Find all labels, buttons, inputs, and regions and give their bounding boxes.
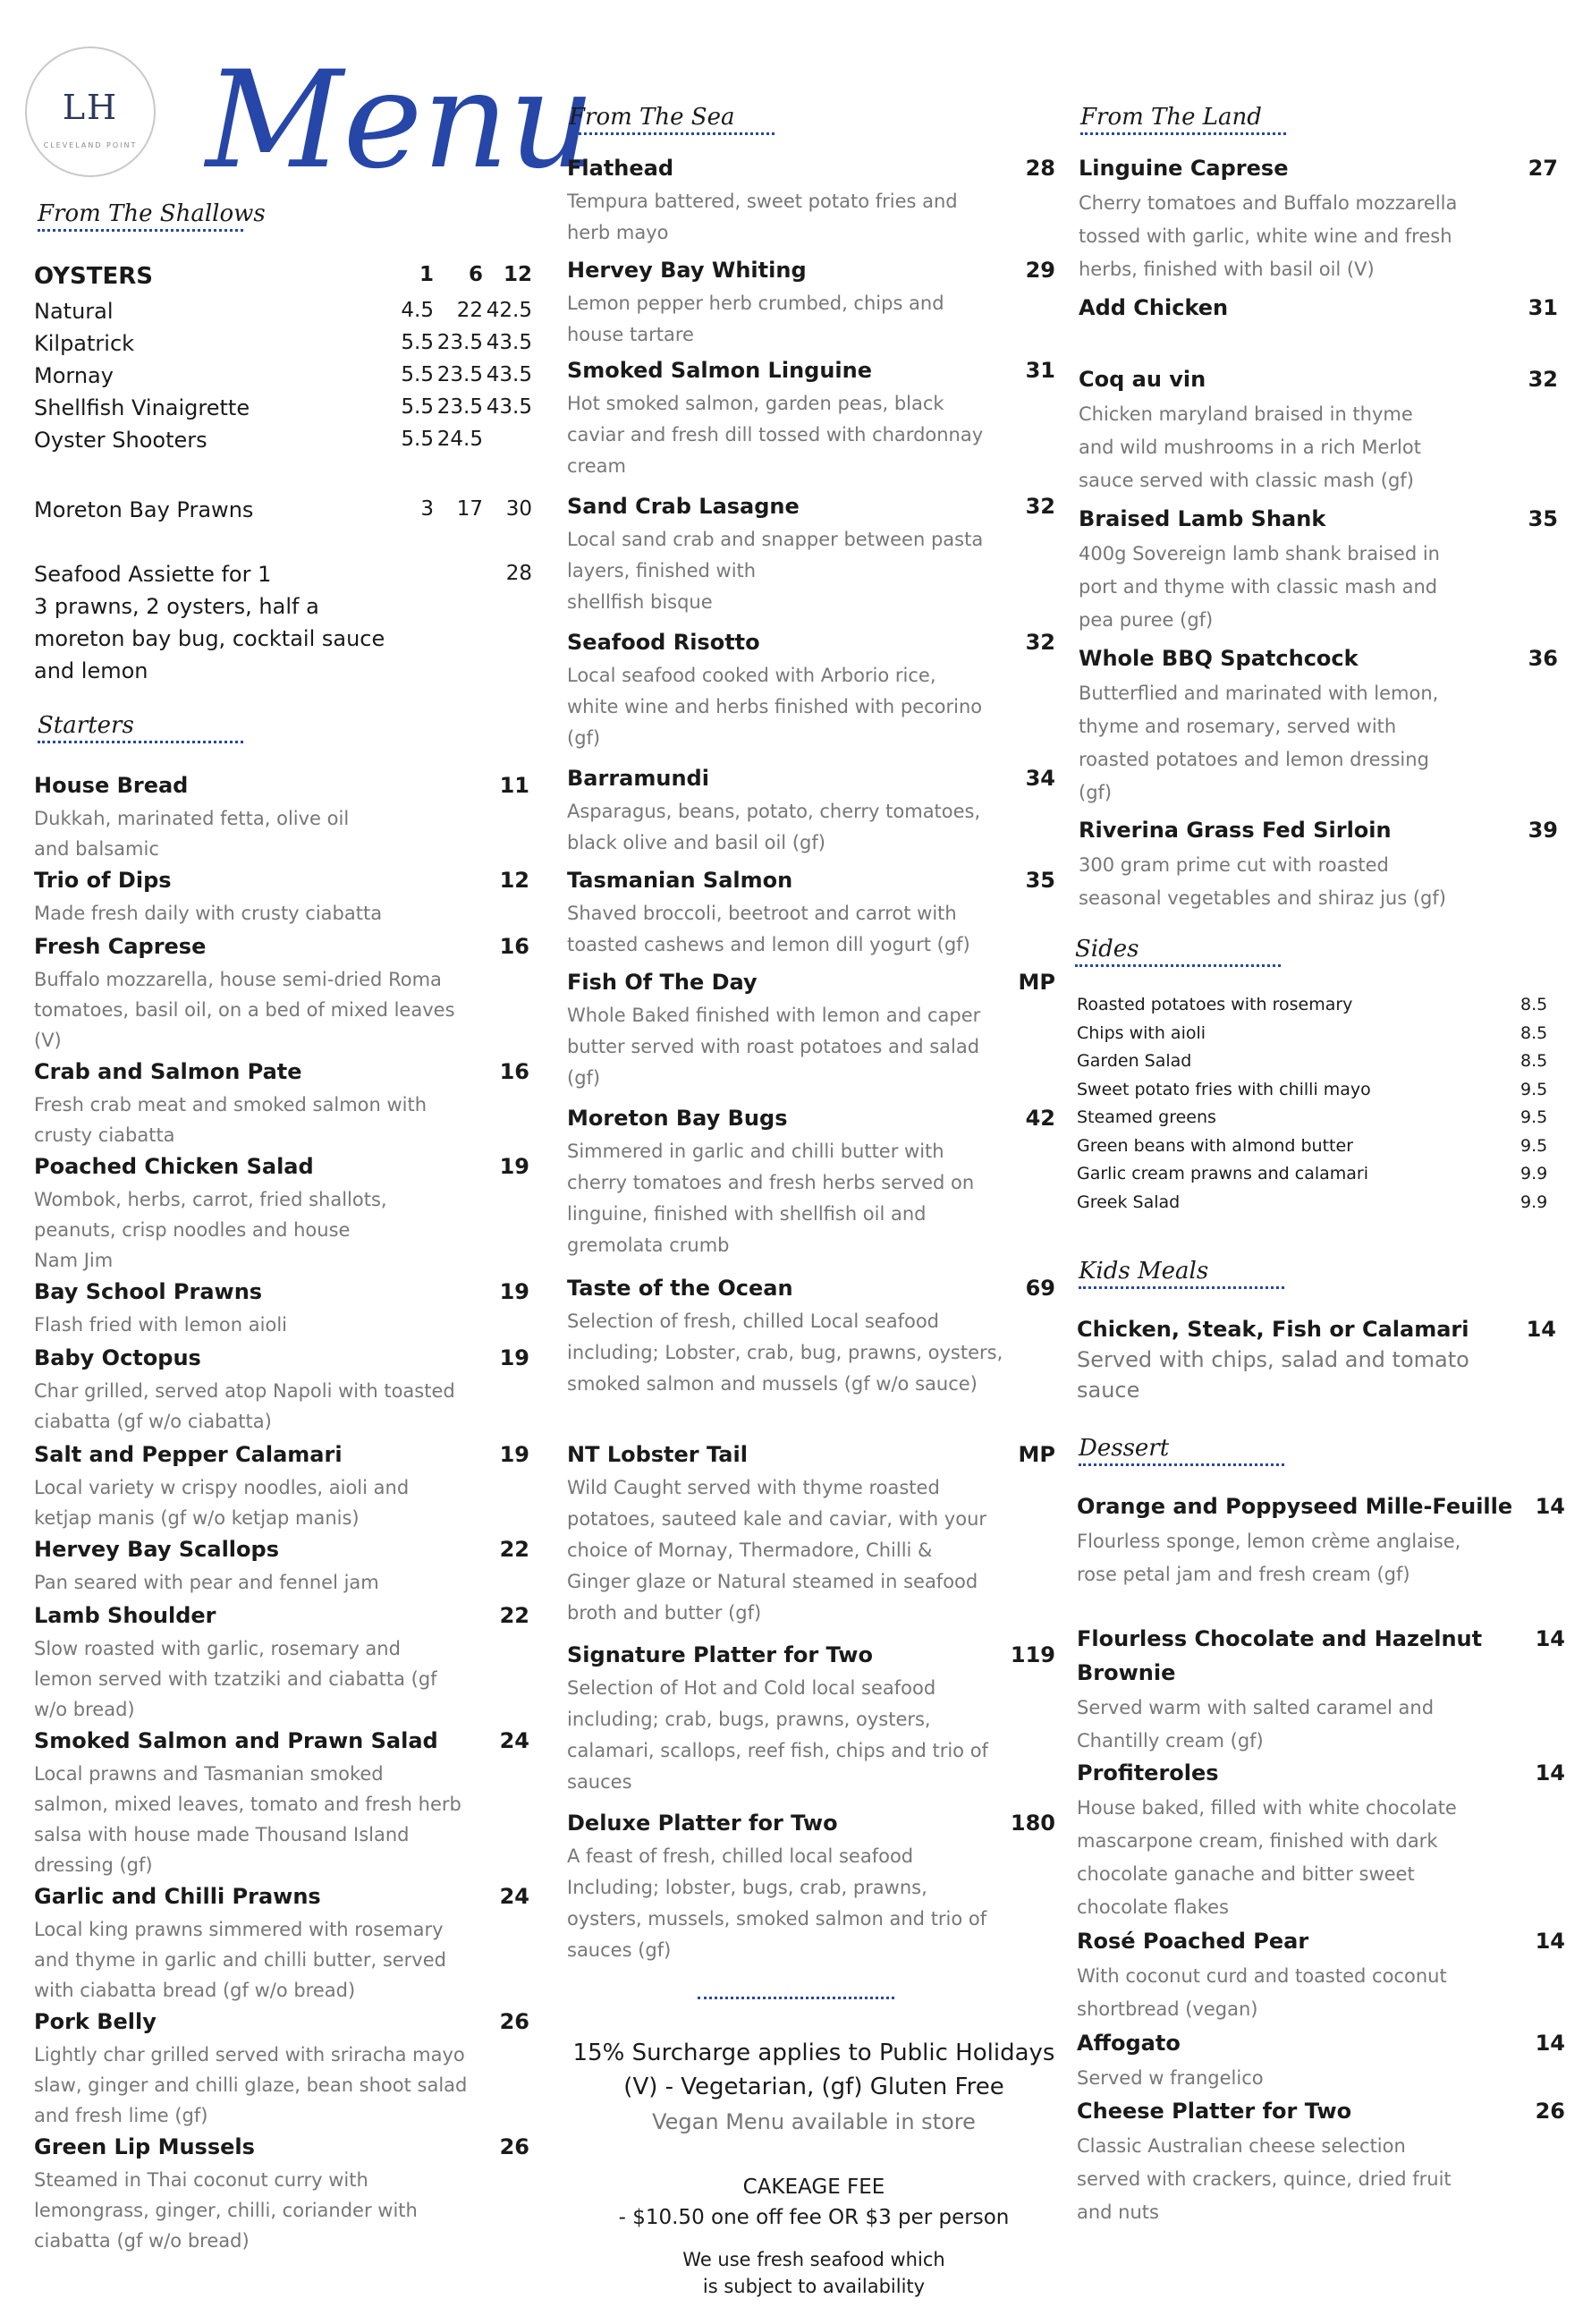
logo-monogram: LH [62, 88, 119, 127]
section-title-dessert: Dessert [1079, 1435, 1284, 1466]
menu-item-desc: Local seafood cooked with Arborio rice, [567, 665, 936, 686]
menu-item-name: Poached Chicken Salad [34, 1154, 314, 1179]
oyster-name: Natural [34, 299, 114, 324]
menu-item-price: 42 [1025, 1106, 1055, 1131]
menu-item-desc: including; Lobster, crab, bug, prawns, oysters, [567, 1342, 1003, 1363]
menu-item-desc: Classic Australian cheese selection [1077, 2135, 1406, 2157]
menu-item-desc: chocolate ganache and bitter sweet [1077, 1863, 1415, 1885]
menu-item-desc: sauces [567, 1771, 632, 1793]
side-item-name: Garden Salad [1077, 1051, 1192, 1071]
menu-item-price: 32 [1528, 367, 1558, 392]
menu-item-name: Crab and Salmon Pate [34, 1059, 302, 1084]
menu-item-name: Whole BBQ Spatchcock [1079, 646, 1359, 671]
footer-divider [698, 1997, 894, 1999]
oyster-price-12: 43.5 [486, 331, 532, 354]
menu-item-price: 14 [1535, 1626, 1565, 1651]
oyster-name: Kilpatrick [34, 331, 135, 356]
menu-item-name: Lamb Shoulder [34, 1603, 216, 1628]
menu-item-name: Pork Belly [34, 2009, 157, 2034]
menu-item-price: 31 [1528, 295, 1558, 320]
menu-item-name: Flathead [567, 156, 674, 181]
menu-item-name: Green Lip Mussels [34, 2134, 255, 2159]
kids-meal-name: Chicken, Steak, Fish or Calamari [1077, 1317, 1469, 1342]
menu-item-name: Smoked Salmon Linguine [567, 358, 873, 383]
menu-item-desc: and wild mushrooms in a rich Merlot [1079, 437, 1421, 458]
menu-item-desc: Pan seared with pear and fennel jam [34, 1572, 379, 1593]
oyster-price-12: 42.5 [486, 299, 532, 322]
side-item-price: 8.5 [1520, 1022, 1548, 1043]
menu-item-name: Garlic and Chilli Prawns [34, 1884, 321, 1909]
menu-item-name: Linguine Caprese [1079, 156, 1289, 181]
menu-item-name: Sand Crab Lasagne [567, 494, 800, 519]
menu-item-name: Deluxe Platter for Two [567, 1811, 838, 1836]
oyster-name: Mornay [34, 363, 114, 388]
menu-item-desc: caviar and fresh dill tossed with chardonnay [567, 424, 984, 445]
menu-item-desc: salmon, mixed leaves, tomato and fresh herb [34, 1794, 461, 1815]
menu-item-desc: With coconut curd and toasted coconut [1077, 1965, 1447, 1987]
section-title-starters: Starters [38, 712, 243, 743]
menu-item-desc: sauces (gf) [567, 1939, 672, 1961]
menu-item-desc: (gf) [567, 1067, 601, 1089]
menu-item-desc: pea puree (gf) [1079, 609, 1214, 631]
menu-item-desc: Flash fried with lemon aioli [34, 1314, 287, 1336]
menu-item-desc: Chicken maryland braised in thyme [1079, 403, 1413, 425]
menu-item-name: Moreton Bay Bugs [567, 1106, 788, 1131]
menu-item-desc: layers, finished with [567, 560, 757, 581]
menu-item-name: Rosé Poached Pear [1077, 1929, 1309, 1954]
oyster-price-1: 5.5 [401, 428, 434, 451]
menu-item-desc: Buffalo mozzarella, house semi-dried Roma [34, 969, 442, 990]
menu-item-desc: Simmered in garlic and chilli butter with [567, 1141, 944, 1162]
menu-item-desc: slaw, ginger and chilli glaze, bean shoot salad [34, 2074, 468, 2096]
menu-item-desc: shellfish bisque [567, 591, 713, 613]
menu-item-name: Affogato [1077, 2031, 1181, 2056]
menu-item-desc: Asparagus, beans, potato, cherry tomatoes, [567, 801, 981, 822]
menu-item-desc: with ciabatta bread (gf w/o bread) [34, 1980, 356, 2001]
menu-item-desc: choice of Mornay, Thermadore, Chilli & [567, 1539, 933, 1561]
menu-item-desc: Butterflied and marinated with lemon, [1079, 683, 1439, 704]
menu-item-price: 32 [1025, 630, 1055, 655]
side-item-price: 8.5 [1520, 1051, 1548, 1071]
menu-item-price: 26 [499, 2009, 529, 2034]
side-item-price: 9.9 [1520, 1164, 1548, 1183]
diet-legend: (V) - Vegetarian, (gf) Gluten Free [623, 2074, 1004, 2100]
menu-item-desc: oysters, mussels, smoked salmon and trio of [567, 1908, 987, 1930]
assiette-desc-3: and lemon [34, 658, 148, 683]
section-title-sides: Sides [1075, 936, 1281, 967]
kids-meal-desc-2: sauce [1077, 1378, 1140, 1403]
oyster-price-6: 22 [456, 299, 483, 322]
menu-item-price: 14 [1535, 1760, 1565, 1785]
menu-item-desc: lemongrass, ginger, chilli, coriander with [34, 2200, 418, 2221]
side-item-price: 9.5 [1520, 1079, 1548, 1099]
menu-item-desc: Shaved broccoli, beetroot and carrot with [567, 903, 957, 924]
menu-item-desc: peanuts, crisp noodles and house [34, 1219, 351, 1241]
menu-item-desc: and balsamic [34, 838, 159, 860]
oyster-price-1: 5.5 [401, 363, 434, 386]
menu-item-desc: herb mayo [567, 222, 669, 243]
menu-item-name: Smoked Salmon and Prawn Salad [34, 1728, 438, 1753]
menu-item-desc: Nam Jim [34, 1250, 114, 1271]
menu-item-desc: shortbread (vegan) [1077, 1998, 1258, 2020]
menu-item-desc: and fresh lime (gf) [34, 2105, 208, 2126]
menu-item-desc: Wild Caught served with thyme roasted [567, 1477, 940, 1498]
menu-item-desc: potatoes, sauteed kale and caviar, with your [567, 1508, 987, 1530]
menu-item-price: 19 [499, 1154, 529, 1179]
menu-item-desc: Whole Baked finished with lemon and caper [567, 1005, 981, 1026]
kids-meal-desc-1: Served with chips, salad and tomato [1077, 1347, 1469, 1372]
side-item-name: Chips with aioli [1077, 1022, 1206, 1043]
menu-item-price: 39 [1528, 818, 1558, 843]
menu-item-desc: A feast of fresh, chilled local seafood [567, 1845, 914, 1867]
side-item-price: 9.5 [1520, 1135, 1548, 1156]
menu-item-desc: seasonal vegetables and shiraz jus (gf) [1079, 887, 1446, 909]
oyster-price-12: 43.5 [486, 395, 532, 419]
menu-item-price: 32 [1025, 494, 1055, 519]
menu-item-desc: Ginger glaze or Natural steamed in seafood [567, 1571, 978, 1592]
menu-item-desc: dressing (gf) [34, 1854, 153, 1876]
menu-item-desc: Including; lobster, bugs, crab, prawns, [567, 1877, 927, 1898]
cakeage-title: CAKEAGE FEE [742, 2176, 885, 2199]
menu-item-price: 35 [1025, 868, 1055, 893]
menu-item-desc: black olive and basil oil (gf) [567, 832, 825, 853]
menu-item-desc: roasted potatoes and lemon dressing [1079, 749, 1429, 770]
menu-item-desc: Lemon pepper herb crumbed, chips and [567, 293, 944, 314]
menu-item-desc: Fresh crab meat and smoked salmon with [34, 1094, 427, 1115]
menu-item-desc: ciabatta (gf w/o bread) [34, 2230, 250, 2252]
menu-item-desc: thyme and rosemary, served with [1079, 716, 1397, 737]
oyster-col-1: 1 [419, 263, 434, 286]
menu-item-desc: ketjap manis (gf w/o ketjap manis) [34, 1507, 360, 1529]
menu-item-desc: Served w frangelico [1077, 2067, 1264, 2089]
menu-item-desc: toasted cashews and lemon dill yogurt (gf) [567, 934, 970, 955]
oyster-col-6: 6 [468, 263, 483, 286]
menu-item-desc: mascarpone cream, finished with dark [1077, 1830, 1438, 1852]
menu-item-desc: Local king prawns simmered with rosemary [34, 1919, 444, 1940]
menu-item-price: 24 [499, 1884, 529, 1909]
menu-item-desc: linguine, finished with shellfish oil and [567, 1203, 927, 1225]
menu-item-name: Hervey Bay Scallops [34, 1537, 279, 1562]
menu-item-price: 119 [1010, 1642, 1055, 1667]
menu-item-price: 27 [1528, 156, 1558, 181]
menu-item-price: 19 [499, 1345, 529, 1370]
menu-item-desc: port and thyme with classic mash and [1079, 576, 1438, 598]
menu-item-desc: cream [567, 455, 626, 477]
menu-item-desc: crusty ciabatta [34, 1124, 175, 1146]
menu-item-desc: gremolata crumb [567, 1234, 730, 1256]
menu-item-name: Riverina Grass Fed Sirloin [1079, 818, 1392, 843]
menu-item-desc: Flourless sponge, lemon crème anglaise, [1077, 1531, 1461, 1552]
menu-item-desc: Tempura battered, sweet potato fries and [567, 191, 958, 212]
menu-item-price: 16 [499, 1059, 529, 1084]
menu-item-name: Trio of Dips [34, 868, 172, 893]
menu-item-price: MP [1018, 1442, 1055, 1467]
side-item-price: 9.9 [1520, 1192, 1548, 1212]
menu-item-price: 28 [1025, 156, 1055, 181]
oyster-price-6: 23.5 [436, 395, 483, 419]
menu-item-price: MP [1018, 970, 1055, 995]
menu-item-desc: salsa with house made Thousand Island [34, 1824, 410, 1845]
menu-item-desc: chocolate flakes [1077, 1896, 1229, 1918]
menu-item-desc: and nuts [1077, 2201, 1159, 2223]
menu-item-desc: broth and butter (gf) [567, 1602, 762, 1624]
menu-item-price: 31 [1025, 358, 1055, 383]
menu-item-name: Salt and Pepper Calamari [34, 1442, 343, 1467]
menu-item-desc: tomatoes, basil oil, on a bed of mixed leaves [34, 999, 455, 1021]
menu-item-name: Fish Of The Day [567, 970, 758, 995]
menu-item-desc: cherry tomatoes and fresh herbs served on [567, 1172, 975, 1193]
section-title-land: From The Land [1080, 104, 1286, 135]
menu-item-desc: including; crab, bugs, prawns, oysters, [567, 1709, 931, 1730]
menu-item-name: Tasmanian Salmon [567, 868, 793, 893]
prawns-name: Moreton Bay Prawns [34, 497, 254, 522]
menu-item-price: 26 [499, 2134, 529, 2159]
menu-item-desc: 300 gram prime cut with roasted [1079, 854, 1389, 876]
menu-item-price: 12 [499, 868, 529, 893]
menu-item-desc: served with crackers, quince, dried fruit [1077, 2168, 1452, 2190]
menu-item-desc: Slow roasted with garlic, rosemary and [34, 1638, 401, 1659]
oysters-header: OYSTERS [34, 263, 153, 290]
side-item-price: 8.5 [1520, 995, 1548, 1014]
oyster-price-6: 23.5 [436, 363, 483, 386]
menu-item-price: 22 [499, 1537, 529, 1562]
vegan-note: Vegan Menu available in store [652, 2109, 976, 2134]
menu-item-name: Orange and Poppyseed Mille-Feuille [1077, 1494, 1513, 1519]
menu-item-desc: Served warm with salted caramel and [1077, 1697, 1435, 1718]
menu-item-desc: Local sand crab and snapper between pasta [567, 529, 984, 550]
prawns-p12: 30 [505, 497, 532, 521]
menu-item-desc: calamari, scallops, reef fish, chips and trio of [567, 1740, 988, 1761]
menu-item-desc: Local variety w crispy noodles, aioli and [34, 1477, 410, 1498]
menu-item-name: Braised Lamb Shank [1079, 506, 1326, 531]
menu-item-price: 29 [1025, 258, 1055, 283]
menu-item-name: NT Lobster Tail [567, 1442, 748, 1467]
oyster-price-1: 4.5 [401, 299, 434, 322]
section-title-kids: Kids Meals [1079, 1258, 1284, 1289]
menu-item-name-cont: Brownie [1077, 1660, 1176, 1685]
menu-item-desc: w/o bread) [34, 1699, 135, 1720]
menu-item-desc: lemon served with tzatziki and ciabatta (gf [34, 1668, 437, 1690]
menu-item-price: 34 [1025, 766, 1055, 791]
menu-item-desc: Lightly char grilled served with sriracha mayo [34, 2044, 465, 2065]
seafood-note-1: We use fresh seafood which [682, 2249, 945, 2270]
menu-item-price: 35 [1528, 506, 1558, 531]
menu-item-desc: Chantilly cream (gf) [1077, 1730, 1264, 1751]
menu-item-desc: rose petal jam and fresh cream (gf) [1077, 1564, 1410, 1585]
menu-item-price: 180 [1010, 1811, 1055, 1836]
menu-item-price: 14 [1535, 2031, 1565, 2056]
oyster-price-1: 5.5 [401, 331, 434, 354]
side-item-name: Roasted potatoes with rosemary [1077, 995, 1353, 1014]
menu-item-name: Cheese Platter for Two [1077, 2099, 1352, 2124]
surcharge-note: 15% Surcharge applies to Public Holidays [572, 2040, 1055, 2066]
menu-item-price: 16 [499, 934, 529, 959]
section-title-sea: From The Sea [569, 104, 775, 135]
menu-item-name: Coq au vin [1079, 367, 1206, 392]
assiette-desc-2: moreton bay bug, cocktail sauce [34, 626, 385, 651]
menu-item-price: 24 [499, 1728, 529, 1753]
menu-item-desc: 400g Sovereign lamb shank braised in [1079, 543, 1440, 564]
menu-item-desc: and thyme in garlic and chilli butter, served [34, 1949, 446, 1971]
oyster-price-6: 24.5 [436, 428, 483, 451]
oyster-price-6: 23.5 [436, 331, 483, 354]
menu-item-desc: sauce served with classic mash (gf) [1079, 470, 1414, 491]
menu-item-desc: tossed with garlic, white wine and fresh [1079, 225, 1452, 247]
oyster-name: Shellfish Vinaigrette [34, 395, 250, 420]
menu-item-desc: ciabatta (gf w/o ciabatta) [34, 1411, 272, 1432]
menu-item-desc: smoked salmon and mussels (gf w/o sauce) [567, 1373, 978, 1395]
assiette-name: Seafood Assiette for 1 [34, 562, 272, 587]
oyster-price-12: 43.5 [486, 363, 532, 386]
menu-item-desc: Made fresh daily with crusty ciabatta [34, 903, 383, 924]
menu-item-desc: Wombok, herbs, carrot, fried shallots, [34, 1189, 387, 1210]
menu-item-desc: Selection of Hot and Cold local seafood [567, 1677, 936, 1699]
menu-item-name: Add Chicken [1079, 295, 1229, 320]
cakeage-fee: - $10.50 one off fee OR $3 per person [618, 2206, 1010, 2229]
logo-subtext: CLEVELAND POINT [43, 141, 138, 149]
menu-item-name: Seafood Risotto [567, 630, 760, 655]
side-item-name: Steamed greens [1077, 1107, 1216, 1127]
menu-item-name: Hervey Bay Whiting [567, 258, 807, 283]
menu-item-name: House Bread [34, 773, 189, 798]
oyster-name: Oyster Shooters [34, 428, 207, 453]
assiette-price: 28 [505, 562, 532, 585]
menu-item-desc: (V) [34, 1030, 62, 1051]
side-item-price: 9.5 [1520, 1107, 1548, 1127]
menu-item-price: 36 [1528, 646, 1558, 671]
menu-item-name: Bay School Prawns [34, 1279, 263, 1304]
prawns-p1: 3 [420, 497, 434, 521]
prawns-p6: 17 [456, 497, 483, 521]
menu-item-price: 26 [1535, 2099, 1565, 2124]
menu-item-name: Profiteroles [1077, 1760, 1219, 1785]
seafood-note-2: is subject to availability [702, 2276, 926, 2297]
menu-item-price: 69 [1025, 1276, 1055, 1301]
side-item-name: Garlic cream prawns and calamari [1077, 1164, 1369, 1183]
side-item-name: Green beans with almond butter [1077, 1135, 1354, 1156]
menu-title: Menu [206, 43, 596, 199]
menu-item-name: Baby Octopus [34, 1345, 201, 1370]
menu-item-desc: Dukkah, marinated fetta, olive oil [34, 808, 350, 829]
section-title-shallows: From The Shallows [38, 200, 266, 232]
menu-item-desc: herbs, finished with basil oil (V) [1079, 259, 1375, 280]
menu-item-name: Flourless Chocolate and Hazelnut [1077, 1626, 1483, 1651]
menu-item-desc: Local prawns and Tasmanian smoked [34, 1763, 384, 1785]
menu-item-price: 19 [499, 1442, 529, 1467]
assiette-desc-1: 3 prawns, 2 oysters, half a [34, 594, 319, 619]
menu-item-desc: Steamed in Thai coconut curry with [34, 2169, 368, 2191]
kids-meal-price: 14 [1526, 1317, 1556, 1342]
menu-item-desc: Cherry tomatoes and Buffalo mozzarella [1079, 192, 1458, 214]
menu-item-desc: house tartare [567, 324, 694, 345]
oyster-price-1: 5.5 [401, 395, 434, 419]
menu-item-price: 11 [499, 773, 529, 798]
side-item-name: Greek Salad [1077, 1192, 1181, 1212]
menu-item-desc: Selection of fresh, chilled Local seafood [567, 1310, 939, 1332]
menu-item-desc: (gf) [567, 727, 601, 749]
menu-item-desc: Hot smoked salmon, garden peas, black [567, 393, 944, 414]
menu-item-desc: butter served with roast potatoes and salad [567, 1036, 980, 1057]
menu-item-desc: House baked, filled with white chocolate [1077, 1797, 1457, 1819]
restaurant-logo [25, 47, 156, 177]
menu-item-name: Taste of the Ocean [567, 1276, 793, 1301]
menu-item-price: 14 [1535, 1494, 1565, 1519]
menu-item-desc: Char grilled, served atop Napoli with toasted [34, 1380, 455, 1402]
menu-item-desc: white wine and herbs finished with pecorino [567, 696, 983, 717]
menu-item-price: 22 [499, 1603, 529, 1628]
oyster-col-12: 12 [503, 263, 532, 286]
menu-item-price: 19 [499, 1279, 529, 1304]
side-item-name: Sweet potato fries with chilli mayo [1077, 1079, 1371, 1099]
menu-item-name: Barramundi [567, 766, 709, 791]
menu-item-name: Fresh Caprese [34, 934, 207, 959]
menu-item-price: 14 [1535, 1929, 1565, 1954]
menu-item-desc: (gf) [1079, 782, 1113, 803]
menu-item-name: Signature Platter for Two [567, 1642, 873, 1667]
